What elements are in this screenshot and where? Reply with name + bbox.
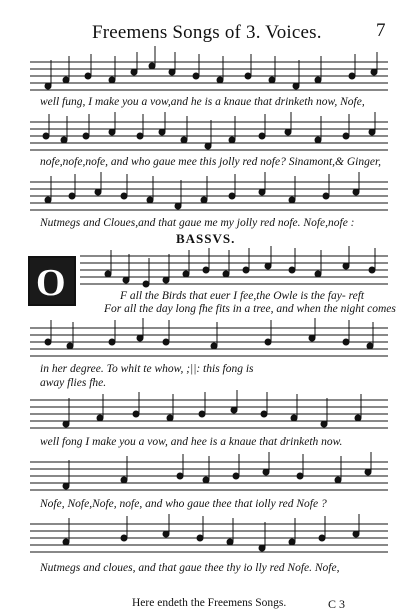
page-number: 7 bbox=[376, 20, 386, 41]
page-title: Freemens Songs of 3. Voices. bbox=[92, 22, 322, 43]
lyric-line-6: in her degree. To whit te whow, ;||: this fong is bbox=[40, 363, 254, 375]
drop-cap-letter: O bbox=[36, 262, 66, 304]
music-staff-4 bbox=[0, 246, 411, 290]
lyric-line-10: Nutmegs and cloues, and that gaue thee thy io lly red Nofe. Nofe, bbox=[40, 562, 340, 574]
signature-mark: C 3 bbox=[328, 597, 346, 611]
lyric-line-8: well fong I make you a vow, and hee is a knaue that drinketh now. bbox=[40, 436, 343, 448]
lyric-line-1: well fung, I make you a vow,and he is a knaue that drinketh now, Nofe, bbox=[40, 96, 365, 108]
closing-line: Here endeth the Freemens Songs. bbox=[132, 597, 287, 609]
music-staff-2 bbox=[0, 112, 411, 156]
music-staff-6 bbox=[0, 390, 411, 434]
lyric-line-7: away flies fhe. bbox=[40, 377, 107, 389]
lyric-line-3: Nutmegs and Cloues,and that gaue me my jolly red nofe. Nofe,nofe : bbox=[40, 217, 355, 229]
music-staff-8 bbox=[0, 514, 411, 558]
lyric-line-2: nofe,nofe,nofe, and who gaue mee this jolly red nofe? Sinamont,& Ginger, bbox=[40, 156, 382, 168]
music-staff-5 bbox=[0, 318, 411, 362]
lyric-line-9: Nofe, Nofe,Nofe, nofe, and who gaue thee that iolly red Nofe ? bbox=[40, 498, 327, 510]
music-staff-3 bbox=[0, 172, 411, 216]
lyric-line-5: For all the day long fhe fits in a tree, and when the night comes bbox=[104, 303, 396, 315]
voice-label-bassus: BASSVS. bbox=[176, 231, 236, 246]
music-staff-7 bbox=[0, 452, 411, 496]
music-staff-1 bbox=[0, 52, 411, 96]
lyric-line-4: F all the Birds that euer I fee,the Owle is the fay- reft bbox=[120, 290, 365, 302]
